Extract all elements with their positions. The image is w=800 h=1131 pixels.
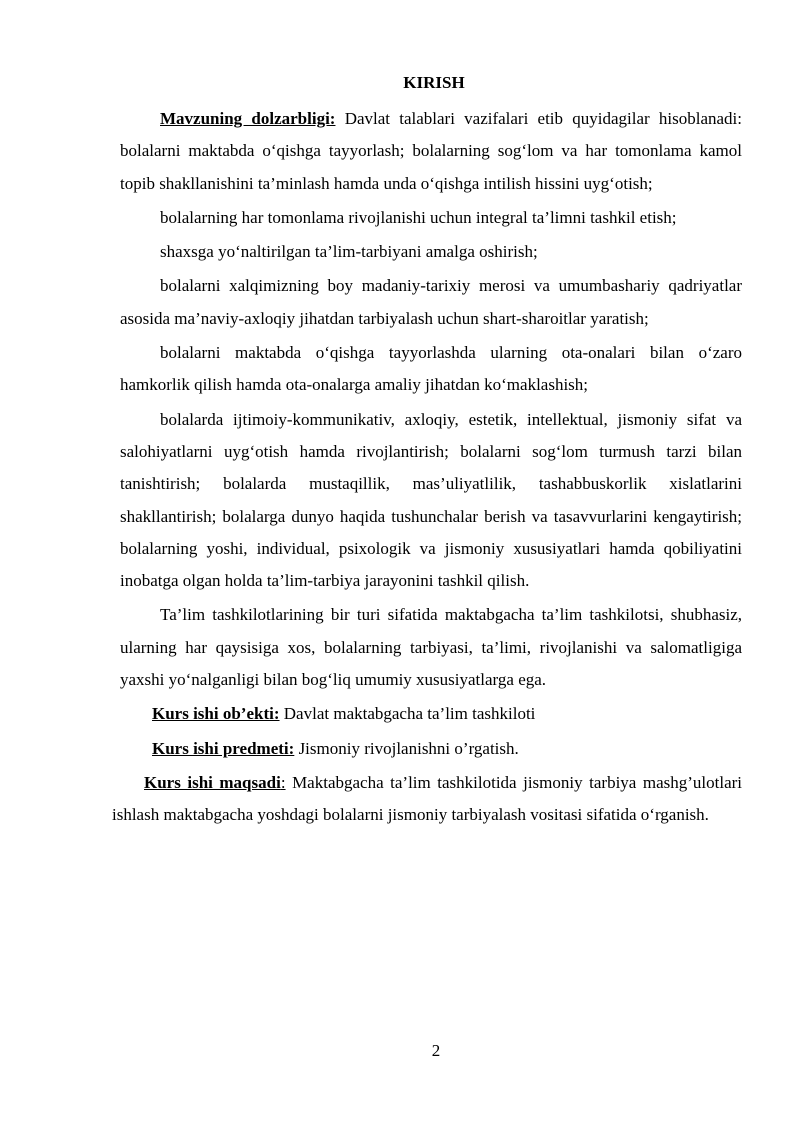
relevance-label: Mavzuning dolzarbligi: (160, 109, 336, 128)
object-label: Kurs ishi ob’ekti: (152, 704, 280, 724)
section-title: KIRISH (403, 73, 465, 92)
subject-text: Jismoniy rivojlanishni o’rgatish. (294, 738, 519, 758)
subject-paragraph (120, 733, 742, 765)
document-page (112, 72, 743, 834)
goal-colon: : (280, 772, 286, 792)
object-paragraph (120, 698, 742, 730)
paragraph-spiritual-upbringing: bolalarni xalqimizning boy madaniy-tarixiy merosi va umumbashariy qadriyatlar asosida ma’naviy-axloqiy jihatdan tarbiyalash uchun shart-sharoitlar yaratish; (120, 276, 742, 328)
paragraph-development-qualities: bolalarda ijtimoiy-kommunikativ, axloqiy, estetik, intellektual, jismoniy sifat va salohiyatlarni uyg‘otish hamda rivojlantirish; bolalarni sog‘lom turmush tarzi bilan tanishtirish; bolalarda mustaqillik, mas’uliyatlilik, tashabbuskorlik xislatlarini shakllantirish; bolalarga dunyo haqida tushunchalar berish va tasavvurlarini kengaytirish; bolalarning yoshi, individual, psixologik va jismoniy xususiyatlari hamda qobiliyatini inobatga olgan holda ta’lim-tarbiya jarayonini tashkil qilish. (120, 409, 742, 591)
relevance-text: Davlat talablari vazifalari etib quyidagilar hisoblanadi: bolalarni maktabda o‘qishga tayyorlash; bolalarning sog‘lom va har tomonlama kamol topib shakllanishini ta’minlash hamda unda o‘qishga intilish hissini uyg‘otish; (120, 109, 742, 193)
subject-label: Kurs ishi predmeti: (152, 738, 295, 758)
paragraph-institution-features: Ta’lim tashkilotlarining bir turi sifatida maktabgacha ta’lim tashkilotsi, shubhasiz, ularning har qaysisiga xos, bolalarning tarbiyasi, ta’limi, rivojlanishi va salomatligiga yaxshi yo‘nalganligi bilan bog‘liq umumiy xususiyatlarga ega. (120, 605, 742, 690)
relevance-paragraph (120, 103, 742, 200)
paragraph-personal-education: shaxsga yo‘naltirilgan ta’lim-tarbiyani amalga oshirish; (160, 242, 538, 262)
paragraph-parent-cooperation: bolalarni maktabda o‘qishga tayyorlashda ularning ota-onalari bilan o‘zaro hamkorlik qilish hamda ota-onalarga amaliy jihatdan ko‘maklashish; (120, 343, 742, 395)
object-text: Davlat maktabgacha ta’lim tashkiloti (279, 704, 536, 724)
goal-paragraph (112, 767, 742, 832)
paragraph-integral-education: bolalarning har tomonlama rivojlanishi uchun integral ta’limni tashkil etish; (160, 207, 677, 227)
goal-text: Maktabgacha ta’lim tashkilotida jismoniy tarbiya mashg’ulotlari ishlash maktabgacha yoshdagi bolalarni jismoniy tarbiyalash vositasi sifatida o‘rganish. (112, 772, 743, 825)
page-number: 2 (431, 1041, 441, 1060)
goal-label: Kurs ishi maqsadi (144, 772, 281, 792)
